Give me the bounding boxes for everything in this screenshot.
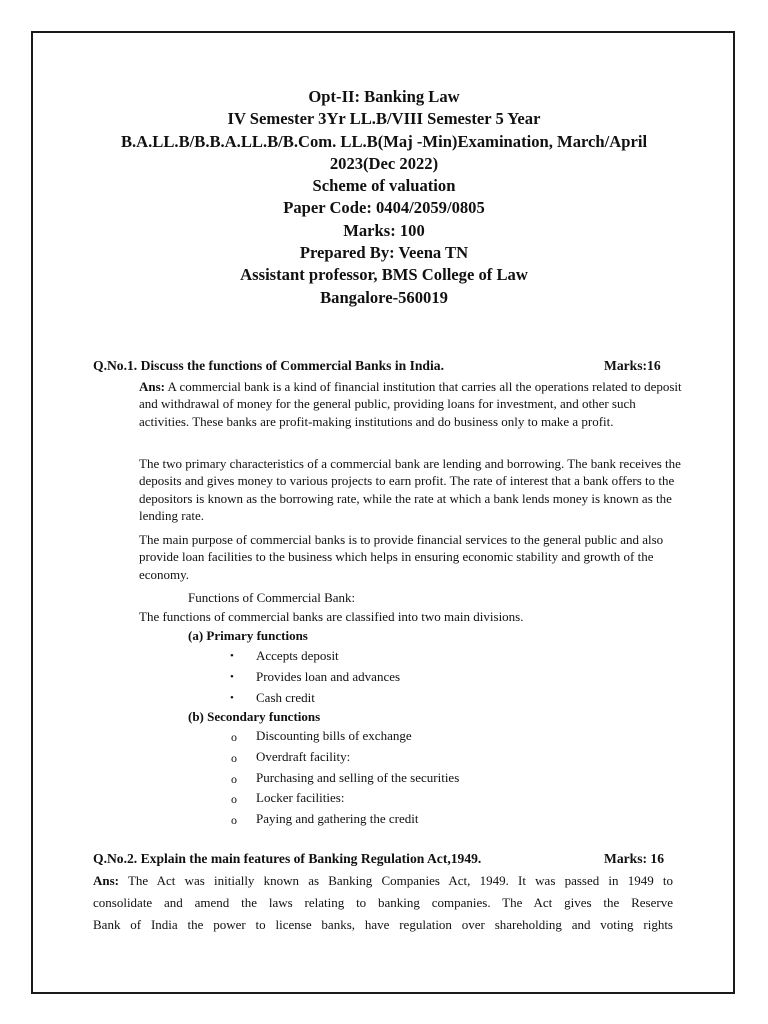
bullet-icon: • bbox=[230, 692, 234, 704]
secondary-functions-heading: (b) Secondary functions bbox=[188, 709, 321, 724]
q1-answer-paragraph-1 bbox=[139, 378, 684, 430]
sub-bullet-icon: o bbox=[231, 730, 237, 744]
secondary-item: Discounting bills of exchange bbox=[256, 728, 412, 743]
sub-bullet-icon: o bbox=[231, 751, 237, 765]
secondary-item: Purchasing and selling of the securities bbox=[256, 770, 460, 785]
functions-intro: The functions of commercial banks are classified into two main divisions. bbox=[139, 609, 524, 624]
program-line: B.A.LL.B/B.B.A.LL.B/B.Com. LL.B(Maj -Min)Examination, March/April bbox=[120, 131, 648, 151]
q2-answer-text: The Act was initially known as Banking Companies Act, 1949. It was passed in 1949 to bbox=[119, 873, 673, 888]
semester-line: IV Semester 3Yr LL.B/VIII Semester 5 Year bbox=[227, 109, 541, 129]
secondary-item: Paying and gathering the credit bbox=[256, 811, 419, 826]
primary-functions-heading: (a) Primary functions bbox=[188, 628, 308, 643]
sub-bullet-icon: o bbox=[231, 813, 237, 827]
paper-code: Paper Code: 0404/2059/0805 bbox=[283, 198, 485, 218]
total-marks: Marks: 100 bbox=[343, 220, 425, 240]
exam-date-line: 2023(Dec 2022) bbox=[329, 153, 439, 173]
q1-answer-text: A commercial bank is a kind of financial institution that carries all the operations related to deposit and withdrawal of money for the general public, providing loans for investment, and other such activities. These banks are profit-making institutions and do business only to make a profit. bbox=[139, 379, 682, 429]
bullet-icon: • bbox=[230, 671, 234, 683]
answer-label: Ans: bbox=[93, 873, 120, 888]
q2-answer-paragraph bbox=[93, 870, 673, 936]
primary-item: Accepts deposit bbox=[256, 648, 339, 663]
secondary-item: Locker facilities: bbox=[256, 790, 345, 805]
course-title: Opt-II: Banking Law bbox=[308, 87, 460, 106]
scheme-title: Scheme of valuation bbox=[312, 176, 456, 196]
prepared-by: Prepared By: Veena TN bbox=[299, 243, 469, 263]
secondary-item: Overdraft facility: bbox=[256, 749, 351, 764]
q1-answer-paragraph-2: The two primary characteristics of a commercial bank are lending and borrowing. The bank receives the deposits and gives money to various projects to earn profit. The rate of interest that a bank offers to the depositors is known as the borrowing rate, while the rate at which a bank lends money is known as the lending rate. bbox=[139, 456, 681, 524]
functions-title: Functions of Commercial Bank: bbox=[188, 590, 356, 605]
sub-bullet-icon: o bbox=[231, 792, 237, 806]
question-1: Q.No.1. Discuss the functions of Commercial Banks in India. bbox=[93, 358, 444, 373]
q2-answer-line: consolidate and amend the laws relating to banking companies. The Act gives the Reserve bbox=[93, 895, 673, 910]
q1-answer-paragraph-3: The main purpose of commercial banks is to provide financial services to the general public and also provide loan facilities to the business which helps in ensuring economic stability and growth of the economy. bbox=[139, 532, 664, 582]
question-2: Q.No.2. Explain the main features of Banking Regulation Act,1949. bbox=[93, 851, 482, 866]
primary-item: Cash credit bbox=[256, 690, 315, 705]
question-1-marks: Marks:16 bbox=[604, 358, 661, 373]
question-2-marks: Marks: 16 bbox=[604, 851, 665, 866]
author-location: Bangalore-560019 bbox=[320, 287, 448, 307]
primary-item: Provides loan and advances bbox=[256, 669, 401, 684]
q2-answer-line: Bank of India the power to license banks, have regulation over shareholding and voting rights bbox=[93, 917, 673, 932]
document-header bbox=[34, 86, 734, 309]
answer-label: Ans: bbox=[139, 379, 166, 394]
author-designation: Assistant professor, BMS College of Law bbox=[240, 265, 528, 285]
sub-bullet-icon: o bbox=[231, 772, 237, 786]
q2-answer-line bbox=[93, 870, 673, 892]
bullet-icon: • bbox=[230, 650, 234, 662]
